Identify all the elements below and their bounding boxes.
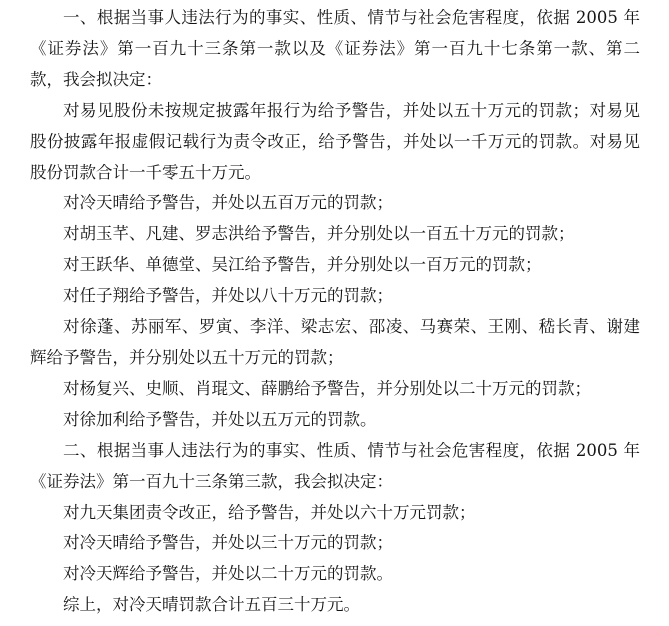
document-body xyxy=(30,3,640,621)
paragraph-section-two-intro: 二、根据当事人违法行为的事实、性质、情节与社会危害程度，依据 2005 年《证券法》第一百九十三条第三款，我会拟决定： xyxy=(30,440,640,491)
paragraph-company-penalty: 对易见股份未按规定披露年报行为给予警告，并处以五十万元的罚款；对易见股份披露年报虚假记载行为责令改正，给予警告，并处以一千万元的罚款。对易见股份罚款合计一千零五十万元。 xyxy=(30,100,640,182)
paragraph-summary: 综上，对冷天晴罚款合计五百三十万元。 xyxy=(63,595,360,615)
paragraph-penalty-item: 对冷天晴给予警告，并处以三十万元的罚款； xyxy=(63,533,393,553)
paragraph-penalty-item: 对胡玉芊、凡建、罗志洪给予警告，并分别处以一百五十万元的罚款； xyxy=(63,224,575,244)
paragraph-penalty-item: 对徐蓬、苏丽军、罗寅、李洋、梁志宏、邵凌、马赛荣、王刚、嵇长青、谢建辉给予警告，并分别处以五十万元的罚款； xyxy=(30,317,640,367)
paragraph-penalty-item: 对任子翔给予警告，并处以八十万元的罚款； xyxy=(63,286,393,306)
paragraph-penalty-item: 对冷天晴给予警告，并处以五百万元的罚款； xyxy=(63,193,393,213)
paragraph-penalty-item: 对冷天辉给予警告，并处以二十万元的罚款。 xyxy=(63,564,393,584)
paragraph-penalty-item: 对王跃华、单德堂、吴江给予警告，并分别处以一百万元的罚款； xyxy=(63,255,542,275)
paragraph-penalty-item: 对九天集团责令改正，给予警告，并处以六十万元罚款； xyxy=(63,502,476,522)
paragraph-penalty-item: 对徐加利给予警告，并处以五万元的罚款。 xyxy=(63,409,377,429)
paragraph-penalty-item: 对杨复兴、史顺、肖琨文、薛鹏给予警告，并分别处以二十万元的罚款； xyxy=(63,378,591,398)
paragraph-section-one-intro: 一、根据当事人违法行为的事实、性质、情节与社会危害程度，依据 2005 年《证券法》第一百九十三条第一款以及《证券法》第一百九十七条第一款、第二款，我会拟决定： xyxy=(30,8,640,89)
